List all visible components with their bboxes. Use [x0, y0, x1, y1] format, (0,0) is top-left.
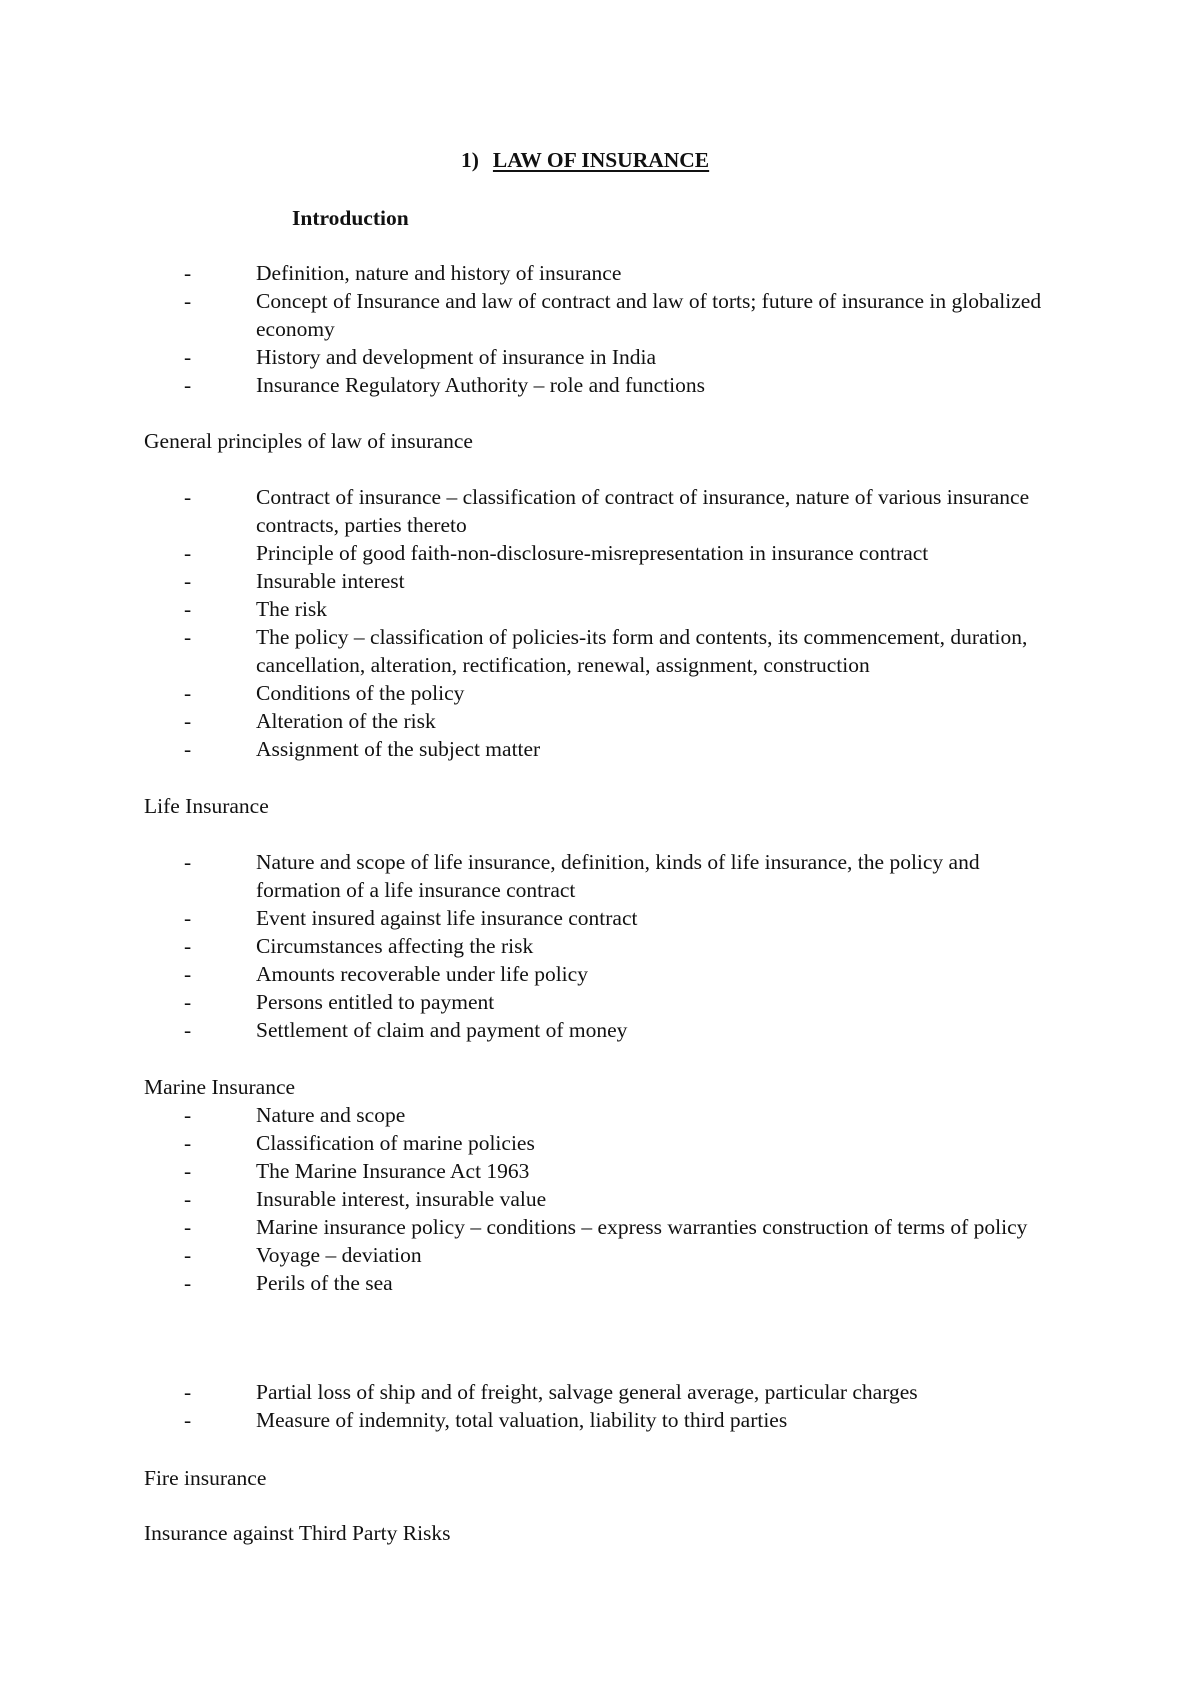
marine-insurance-list	[0, 1101, 1200, 1297]
section-heading-general-principles: General principles of law of insurance	[144, 429, 473, 453]
bullet-dash: -	[184, 1018, 192, 1042]
section-heading-life-insurance: Life Insurance	[144, 794, 269, 818]
list-item: - Settlement of claim and payment of money	[184, 1018, 628, 1042]
bullet-dash: -	[184, 1380, 192, 1404]
bullet-dash: -	[184, 625, 192, 649]
list-item: - Contract of insurance – classification of contract of insurance, nature of various insurance contracts, parties thereto	[184, 485, 1030, 537]
list-item: - Persons entitled to payment	[184, 990, 495, 1014]
list-item: - Circumstances affecting the risk	[184, 934, 534, 958]
bullet-dash: -	[184, 681, 192, 705]
bullet-dash: -	[184, 485, 192, 509]
list-item: - Nature and scope of life insurance, definition, kinds of life insurance, the policy and formation of a life insurance contract	[184, 850, 980, 902]
list-item: - The policy – classification of policies-its form and contents, its commencement, duration, cancellation, alteration, rectification, renewal, assignment, construction	[184, 625, 1028, 677]
title-text: LAW OF INSURANCE	[492, 148, 710, 172]
bullet-dash: -	[184, 850, 192, 874]
bullet-dash: -	[184, 373, 192, 397]
list-item: - Insurable interest	[184, 569, 405, 593]
bullet-dash: -	[184, 737, 192, 761]
bullet-dash: -	[184, 345, 192, 369]
marine-insurance-list-continued	[0, 1378, 1200, 1434]
bullet-dash: -	[184, 597, 192, 621]
bullet-dash: -	[184, 934, 192, 958]
introduction-heading: Introduction	[292, 206, 409, 230]
bullet-dash: -	[184, 261, 192, 285]
general-principles-list	[0, 483, 1200, 763]
list-item: - Insurance Regulatory Authority – role and functions	[184, 373, 706, 397]
bullet-dash: -	[184, 1271, 192, 1295]
section-heading-third-party-risks: Insurance against Third Party Risks	[144, 1521, 451, 1545]
list-item: - Assignment of the subject matter	[184, 737, 541, 761]
list-item: - Perils of the sea	[184, 1271, 393, 1295]
bullet-dash: -	[184, 569, 192, 593]
list-item: - Alteration of the risk	[184, 709, 436, 733]
bullet-dash: -	[184, 962, 192, 986]
bullet-dash: -	[184, 289, 192, 313]
bullet-dash: -	[184, 1103, 192, 1127]
bullet-dash: -	[184, 1408, 192, 1432]
title-number: 1)	[461, 148, 479, 172]
list-item: - The risk	[184, 597, 328, 621]
bullet-dash: -	[184, 906, 192, 930]
bullet-dash: -	[184, 1187, 192, 1211]
list-item: - Event insured against life insurance contract	[184, 906, 638, 930]
list-item: - Partial loss of ship and of freight, salvage general average, particular charges	[184, 1380, 918, 1404]
list-item: - Marine insurance policy – conditions – express warranties construction of terms of policy	[184, 1215, 1028, 1239]
bullet-dash: -	[184, 541, 192, 565]
document-title	[461, 146, 709, 174]
list-item: - Classification of marine policies	[184, 1131, 535, 1155]
list-item: - Definition, nature and history of insurance	[184, 261, 622, 285]
list-item: - The Marine Insurance Act 1963	[184, 1159, 530, 1183]
list-item: - Nature and scope	[184, 1103, 406, 1127]
list-item: - Principle of good faith-non-disclosure-misrepresentation in insurance contract	[184, 541, 929, 565]
bullet-dash: -	[184, 709, 192, 733]
list-item: - Measure of indemnity, total valuation, liability to third parties	[184, 1408, 788, 1432]
introduction-list	[0, 259, 1200, 399]
bullet-dash: -	[184, 1131, 192, 1155]
list-item: - Amounts recoverable under life policy	[184, 962, 588, 986]
list-item: - Voyage – deviation	[184, 1243, 422, 1267]
list-item: - Conditions of the policy	[184, 681, 465, 705]
bullet-dash: -	[184, 990, 192, 1014]
bullet-dash: -	[184, 1243, 192, 1267]
bullet-dash: -	[184, 1159, 192, 1183]
list-item: - Insurable interest, insurable value	[184, 1187, 547, 1211]
bullet-dash: -	[184, 1215, 192, 1239]
list-item: - Concept of Insurance and law of contract and law of torts; future of insurance in globalized economy	[184, 289, 1042, 341]
section-heading-fire-insurance: Fire insurance	[144, 1466, 267, 1490]
section-heading-marine-insurance: Marine Insurance	[144, 1075, 296, 1099]
list-item: - History and development of insurance in India	[184, 345, 657, 369]
life-insurance-list	[0, 848, 1200, 1044]
